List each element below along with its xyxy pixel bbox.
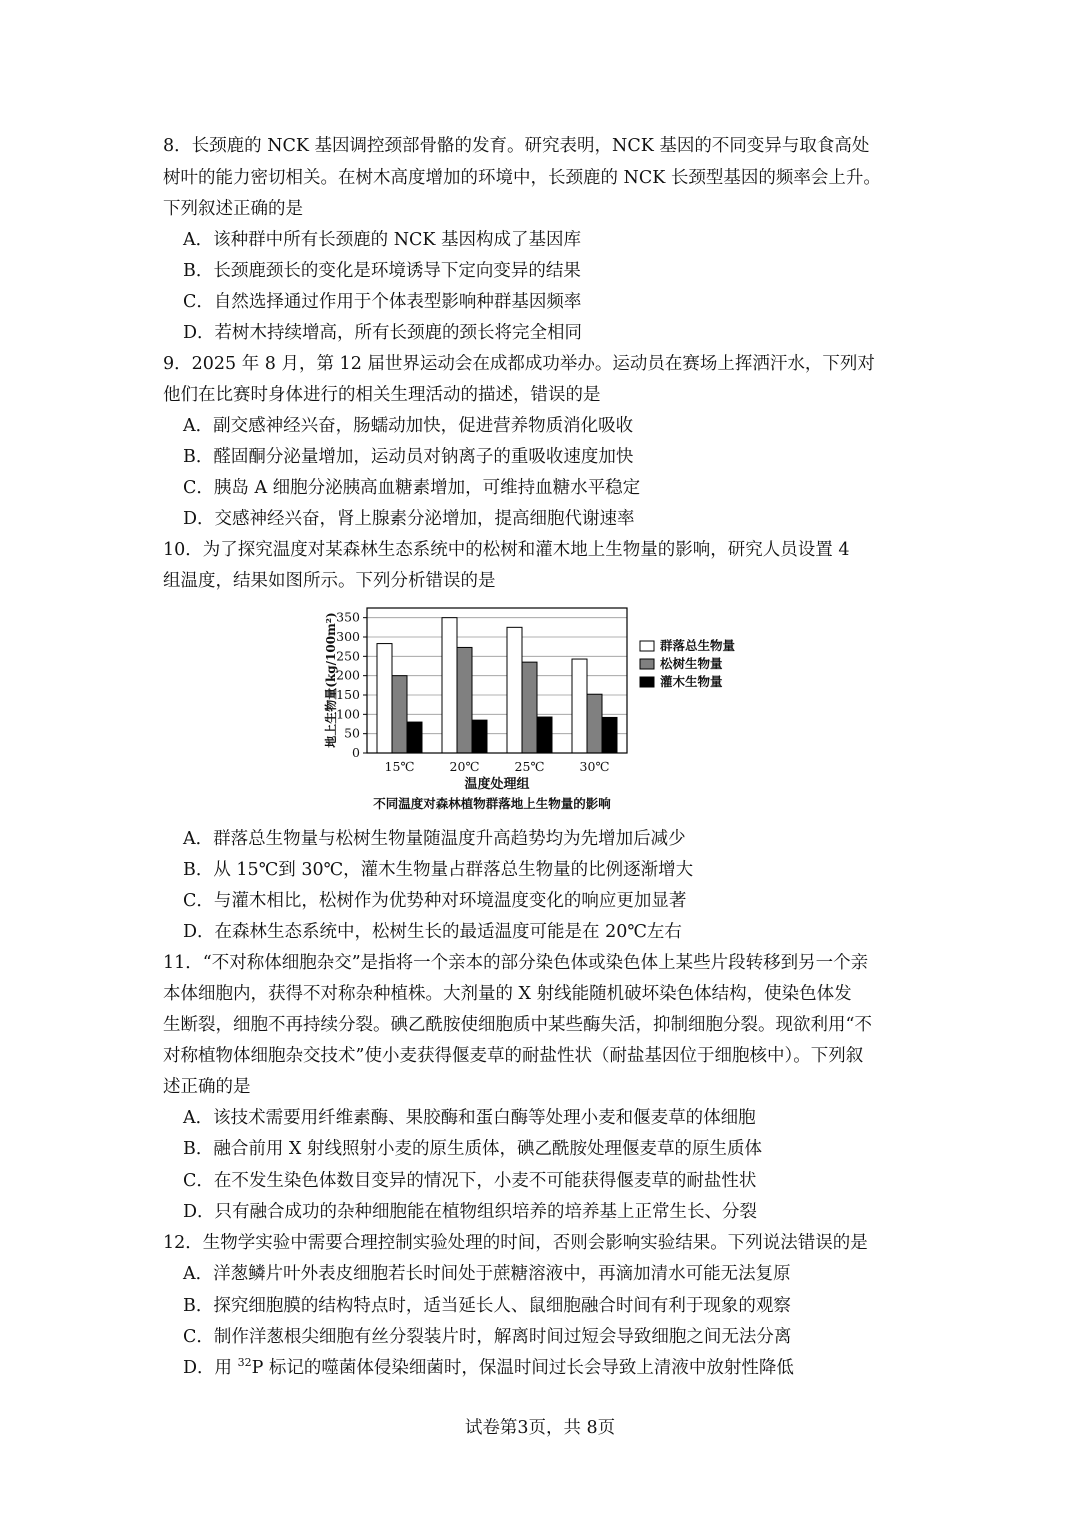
q12-option-a: A．洋葱鳞片叶外表皮细胞若长时间处于蔗糖溶液中，再滴加清水可能无法复原 — [183, 1264, 791, 1284]
q9-stem-line-2: 他们在比赛时身体进行的相关生理活动的描述，错误的是 — [163, 385, 601, 405]
q12-option-b: B．探究细胞膜的结构特点时，适当延长人、鼠细胞融合时间有利于现象的观察 — [183, 1296, 791, 1316]
x-tick-label: 25℃ — [514, 759, 545, 774]
q12-stem: 12．生物学实验中需要合理控制实验处理的时间，否则会影响实验结果。下列说法错误的是 — [163, 1233, 868, 1253]
bar-1-4 — [572, 659, 587, 753]
q10-option-a: A．群落总生物量与松树生物量随温度升高趋势均为先增加后减少 — [183, 829, 686, 849]
q11-option-c: C．在不发生染色体数目变异的情况下，小麦不可能获得偃麦草的耐盐性状 — [183, 1171, 757, 1191]
q12-option-d — [183, 1356, 794, 1380]
bar-1-1 — [377, 644, 392, 753]
q8-stem-line-3: 下列叙述正确的是 — [163, 199, 303, 219]
q12-option-d-rest: P 标记的噬菌体侵染细菌时，保温时间过长会导致上清液中放射性降低 — [251, 1358, 794, 1378]
legend-label: 群落总生物量 — [660, 638, 736, 653]
bar-2-3 — [522, 662, 537, 753]
x-tick-label: 15℃ — [384, 759, 415, 774]
y-tick-label: 350 — [336, 609, 360, 625]
legend-swatch — [640, 659, 654, 669]
biomass-bar-chart — [318, 600, 758, 812]
q11-stem-line-4: 对称植物体细胞杂交技术”使小麦获得偃麦草的耐盐性状（耐盐基因位于细胞核中）。下列叙 — [163, 1046, 864, 1066]
q9-option-b: B．醛固酮分泌量增加，运动员对钠离子的重吸收速度加快 — [183, 447, 634, 467]
q9-option-a: A．副交感神经兴奋，肠蠕动加快，促进营养物质消化吸收 — [183, 416, 634, 436]
y-tick-label: 100 — [336, 706, 360, 722]
bar-3-2 — [472, 720, 487, 753]
q10-option-b: B．从 15℃到 30℃，灌木生物量占群落总生物量的比例逐渐增大 — [183, 860, 694, 880]
q11-option-b: B．融合前用 X 射线照射小麦的原生质体，碘乙酰胺处理偃麦草的原生质体 — [183, 1139, 762, 1159]
x-axis-label: 温度处理组 — [464, 777, 530, 792]
q10-option-c: C．与灌木相比，松树作为优势种对环境温度变化的响应更加显著 — [183, 891, 687, 911]
q9-option-d: D．交感神经兴奋，肾上腺素分泌增加，提高细胞代谢速率 — [183, 509, 635, 529]
q11-stem-line-3: 生断裂，细胞不再持续分裂。碘乙酰胺使细胞质中某些酶失活，抑制细胞分裂。现欲利用“不 — [163, 1015, 872, 1035]
bar-1-3 — [507, 627, 522, 753]
q8-option-b: B．长颈鹿颈长的变化是环境诱导下定向变异的结果 — [183, 261, 581, 281]
q8-option-a: A．该种群中所有长颈鹿的 NCK 基因构成了基因库 — [183, 230, 582, 250]
isotope-superscript: 32 — [237, 1356, 252, 1369]
q11-stem-line-2: 本体细胞内，获得不对称杂种植株。大剂量的 X 射线能随机破坏染色体结构，使染色体发 — [163, 984, 852, 1004]
q11-option-a: A．该技术需要用纤维素酶、果胶酶和蛋白酶等处理小麦和偃麦草的体细胞 — [183, 1108, 756, 1128]
y-tick-label: 300 — [336, 629, 360, 644]
legend-label: 灌木生物量 — [660, 674, 723, 689]
chart-title: 不同温度对森林植物群落地上生物量的影响 — [373, 796, 611, 811]
q11-stem-line-5: 述正确的是 — [163, 1077, 251, 1097]
q11-stem-line-1: 11．“不对称体细胞杂交”是指将一个亲本的部分染色体或染色体上某些片段转移到另一个亲 — [163, 953, 869, 973]
q10-stem-line-2: 组温度，结果如图所示。下列分析错误的是 — [163, 571, 496, 591]
y-tick-label: 50 — [344, 725, 360, 741]
q8-option-c: C．自然选择通过作用于个体表型影响种群基因频率 — [183, 292, 582, 312]
y-tick-label: 250 — [336, 648, 360, 664]
q8-stem-line-1: 8．长颈鹿的 NCK 基因调控颈部骨骼的发育。研究表明，NCK 基因的不同变异与取食高处 — [163, 136, 870, 156]
bar-2-1 — [392, 676, 407, 753]
q8-stem-line-2: 树叶的能力密切相关。在树木高度增加的环境中，长颈鹿的 NCK 长颈型基因的频率会上升。 — [163, 168, 881, 188]
bar-3-1 — [407, 722, 422, 753]
bar-2-2 — [457, 647, 472, 753]
q12-option-d-prefix: D．用 — [183, 1358, 238, 1378]
q8-option-d: D．若树木持续增高，所有长颈鹿的颈长将完全相同 — [183, 323, 583, 343]
bar-2-4 — [587, 694, 602, 753]
legend-label: 松树生物量 — [660, 656, 723, 671]
y-tick-label: 150 — [336, 687, 360, 702]
bar-3-3 — [537, 717, 552, 753]
y-axis-label: 地上生物量(kg/100m²) — [324, 612, 338, 748]
q10-stem-line-1: 10．为了探究温度对某森林生态系统中的松树和灌木地上生物量的影响，研究人员设置 4 — [163, 540, 850, 560]
y-tick-label: 0 — [352, 745, 360, 760]
y-tick-label: 200 — [336, 667, 360, 683]
x-tick-label: 30℃ — [579, 759, 610, 774]
q9-stem-line-1: 9．2025 年 8 月，第 12 届世界运动会在成都成功举办。运动员在赛场上挥洒汗水，下列对 — [163, 354, 875, 374]
legend-swatch — [640, 677, 654, 687]
page-footer: 试卷第3页，共 8页 — [464, 1418, 616, 1438]
x-tick-label: 20℃ — [449, 759, 480, 774]
q12-option-c: C．制作洋葱根尖细胞有丝分裂装片时，解离时间过短会导致细胞之间无法分离 — [183, 1327, 792, 1347]
q10-option-d: D．在森林生态系统中，松树生长的最适温度可能是在 20℃左右 — [183, 922, 682, 942]
q11-option-d: D．只有融合成功的杂种细胞能在植物组织培养的培养基上正常生长、分裂 — [183, 1202, 758, 1222]
legend-swatch — [640, 641, 654, 651]
q9-option-c: C．胰岛 A 细胞分泌胰高血糖素增加，可维持血糖水平稳定 — [183, 478, 641, 498]
bar-3-4 — [602, 717, 617, 753]
bar-1-2 — [442, 618, 457, 753]
